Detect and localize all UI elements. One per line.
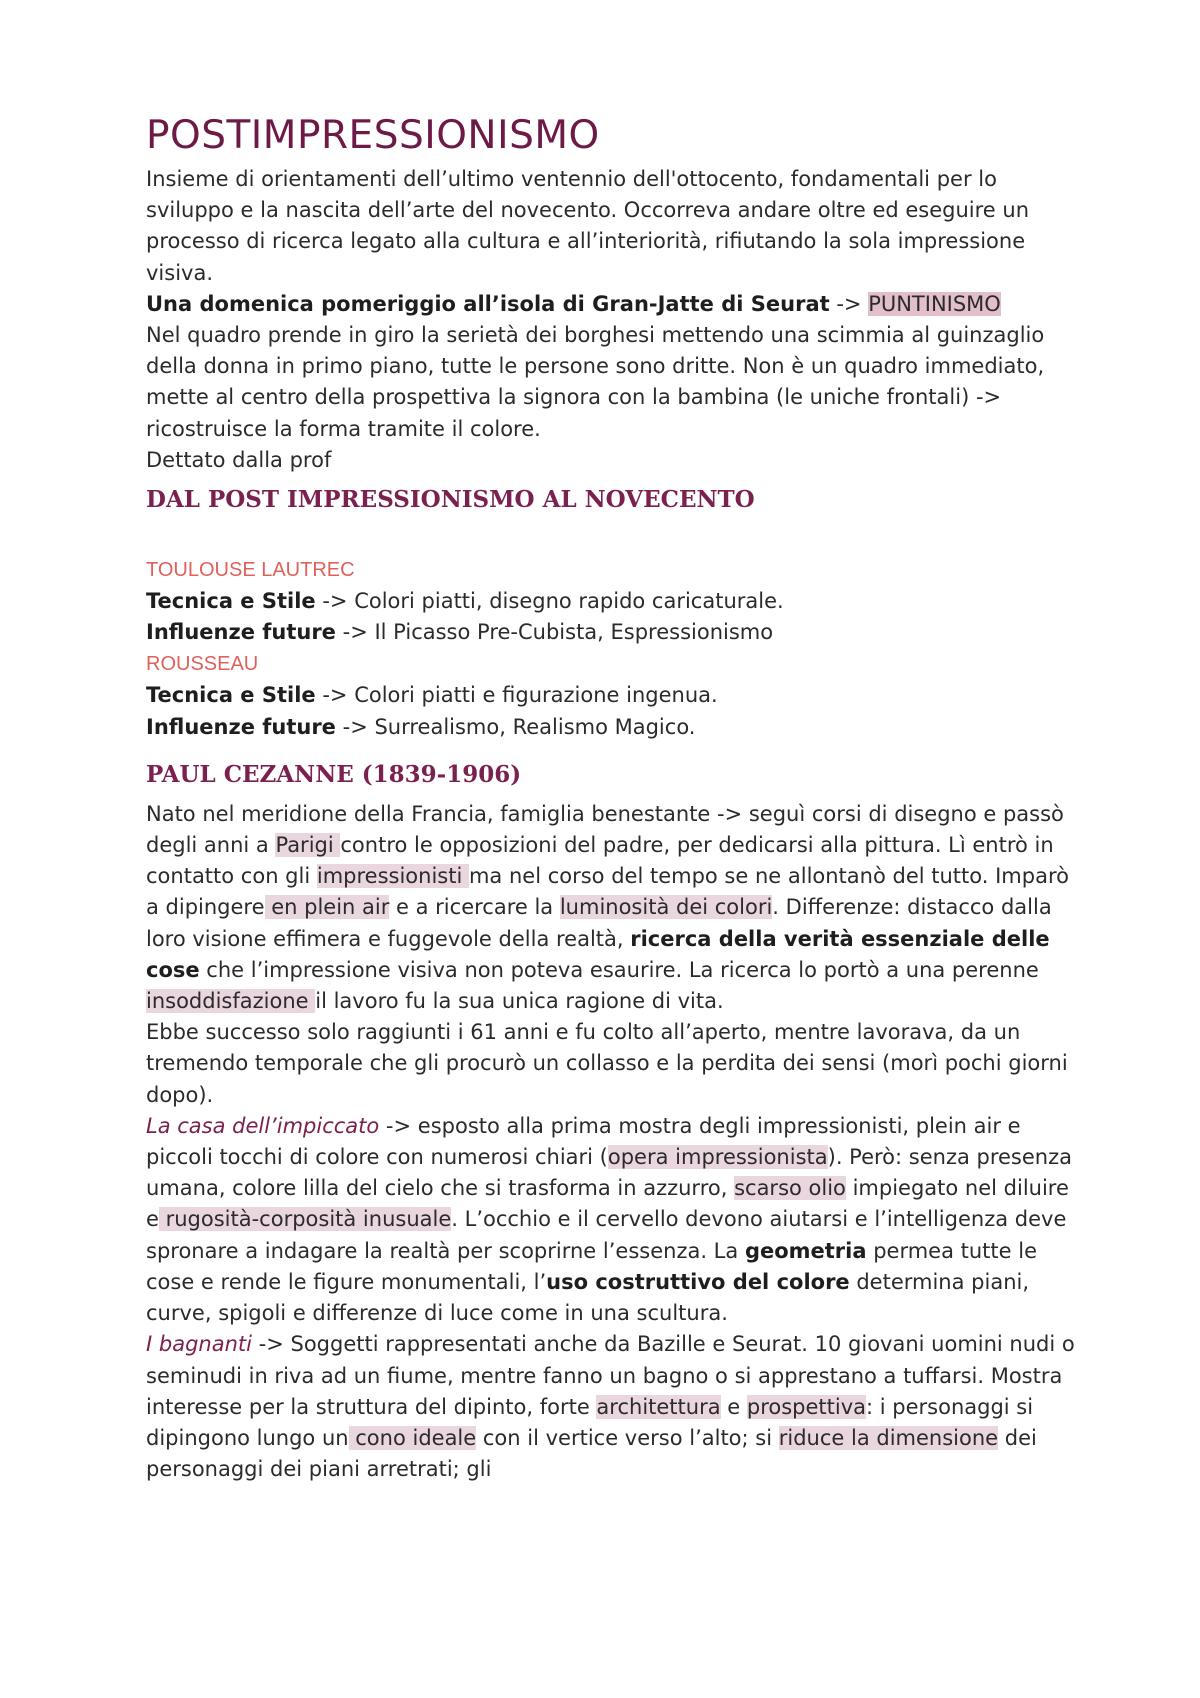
artist-influences: Influenze future -> Il Picasso Pre-Cubista, Espressionismo [146, 620, 774, 645]
artist-name: TOULOUSE LAUTREC [146, 559, 355, 582]
highlight: scarso olio [734, 1176, 846, 1201]
bagnanti-paragraph: I bagnanti -> Soggetti rappresentati anche da Bazille e Seurat. 10 giovani uomini nudi o seminudi in riva ad un fiume, mentre fanno un bagno o si apprestano a tuffarsi. Mostra interesse per la struttura del dipinto, forte architettura e prospettiva: i personaggi si dipingono lungo un cono ideale con il vertice verso l’alto; si riduce la dimensione dei personaggi dei piani arretrati; gli [146, 1332, 1075, 1482]
movement-highlight: PUNTINISMO [868, 291, 1001, 316]
highlight: insoddisfazione [146, 989, 316, 1014]
highlight: impressionisti [316, 864, 469, 889]
seurat-description: Nel quadro prende in giro la serietà dei borghesi mettendo una scimmia al guinzaglio della donna in primo piano, tutte le persone sono dritte. Non è un quadro immediato, mette al centro della prospettiva la signora con la bambina (le uniche frontali) -> ricostruisce la forma tramite il colore. [146, 323, 1045, 441]
highlight: architettura [596, 1394, 721, 1419]
artist-influences: Influenze future -> Surrealismo, Realismo Magico. [146, 714, 696, 739]
highlight: riduce la dimensione [778, 1425, 999, 1450]
highlight: rugosità-corposità inusuale [158, 1207, 452, 1232]
highlight: prospettiva [746, 1394, 867, 1419]
dictation-note: Dettato dalla prof [146, 447, 332, 472]
cezanne-heading: PAUL CEZANNE (1839-1906) [146, 760, 522, 788]
intro-paragraph: Insieme di orientamenti dell’ultimo ventennio dell'ottocento, fondamentali per lo sviluppo e la nascita dell’arte del novecento. Occorreva andare oltre ed eseguire un processo di ricerca legato alla cultura e all’interiorità, rifiutando la sola impressione visiva. [146, 167, 1030, 285]
highlight: en plein air [264, 895, 390, 920]
artist-name: ROUSSEAU [146, 653, 259, 676]
highlight: cono ideale [348, 1425, 477, 1450]
seurat-work-title: Una domenica pomeriggio all’isola di Gran-Jatte di Seurat [146, 291, 830, 316]
work-title: I bagnanti [146, 1332, 252, 1357]
casa-impiccato-paragraph: La casa dell’impiccato -> esposto alla prima mostra degli impressionisti, plein air e piccoli tocchi di colore con numerosi chiari (opera impressionista). Però: senza presenza umana, colore lilla del cielo che si trasforma in azzurro, scarso olio impiegato nel diluire e rugosità-corposità inusuale. L’occhio e il cervello devono aiutarsi e l’intelligenza deve spronare a indagare la realtà per scoprirne l’essenza. La geometria permea tutte le cose e rende le figure monumentali, l’uso costruttivo del colore determina piani, curve, spigoli e differenze di luce come in una scultura. [146, 1113, 1072, 1326]
section-heading: DAL POST IMPRESSIONISMO AL NOVECENTO [146, 486, 755, 514]
highlight: opera impressionista [607, 1145, 828, 1170]
highlight: luminosità dei colori [559, 895, 773, 920]
artist-block-lautrec [146, 554, 1086, 648]
work-title: La casa dell’impiccato [146, 1113, 380, 1138]
page-title: POSTIMPRESSIONISMO [146, 113, 600, 158]
artist-block-rousseau [146, 648, 1086, 742]
highlight: Parigi [275, 833, 341, 858]
artist-technique: Tecnica e Stile -> Colori piatti, disegno rapido caricaturale. [146, 589, 784, 614]
cezanne-bio-paragraph: Nato nel meridione della Francia, famiglia benestante -> seguì corsi di disegno e passò degli anni a Parigi contro le opposizioni del padre, per dedicarsi alla pittura. Lì entrò in contatto con gli impressionisti ma nel corso del tempo se ne allontanò del tutto. Imparò a dipingere en plein air e a ricercare la luminosità dei colori. Differenze: distacco dalla loro visione effimera e fuggevole della realtà, ricerca della verità essenziale delle cose che l’impressione visiva non poteva esaurire. La ricerca lo portò a una perenne insoddisfazione il lavoro fu la sua unica ragione di vita. [146, 801, 1069, 1014]
cezanne-death-paragraph: Ebbe successo solo raggiunti i 61 anni e fu colto all’aperto, mentre lavorava, da un tremendo temporale che gli procurò un collasso e la perdita dei sensi (morì pochi giorni dopo). [146, 1020, 1068, 1107]
artist-technique: Tecnica e Stile -> Colori piatti e figurazione ingenua. [146, 683, 718, 708]
document-page [146, 110, 1086, 1485]
seurat-line: Una domenica pomeriggio all’isola di Gran-Jatte di Seurat -> PUNTINISMO [146, 291, 1001, 316]
